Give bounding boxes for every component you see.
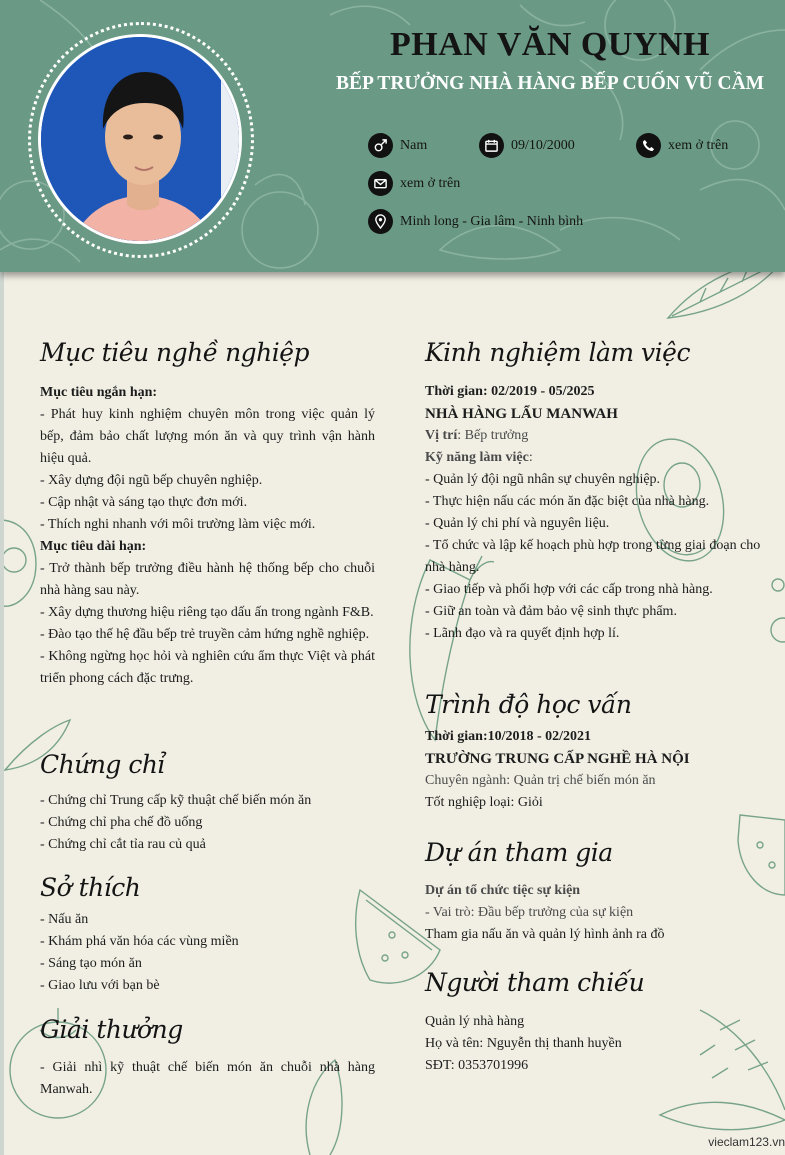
awards-heading: Giải thưởng: [40, 1015, 183, 1044]
position-label: Vị trí: [425, 428, 458, 443]
avatar-portrait-illustration: [41, 37, 242, 244]
address-info: [368, 209, 583, 234]
reference-section: [425, 1011, 765, 1077]
project-name: Dự án tổ chức tiệc sự kiện: [425, 883, 581, 898]
phone-icon: [636, 133, 661, 158]
short-term-item: - Cập nhật và sáng tạo thực đơn mới.: [40, 495, 248, 510]
short-term-item: - Xây dựng đội ngũ bếp chuyên nghiệp.: [40, 473, 263, 488]
projects-section: [425, 880, 765, 946]
email-icon: [368, 171, 393, 196]
project-role: - Vai trò: Đầu bếp trưởng của sự kiện: [425, 905, 634, 920]
calendar-icon: [479, 133, 504, 158]
long-term-label: Mục tiêu dài hạn:: [40, 539, 147, 554]
education-major: Chuyên ngành: Quản trị chế biến món ăn: [425, 773, 656, 788]
skill-item: - Giao tiếp và phối hợp với các cấp trong nhà hàng.: [425, 582, 713, 597]
long-term-item: - Xây dựng thương hiệu riêng tạo dấu ấn trong ngành F&B.: [40, 605, 374, 620]
long-term-item: - Trở thành bếp trưởng điều hành hệ thống bếp cho chuỗi nhà hàng sau này.: [40, 561, 375, 598]
certificates-heading: Chứng chỉ: [40, 750, 165, 779]
career-goals-heading: Mục tiêu nghề nghiệp: [40, 338, 310, 367]
awards-section: [40, 1057, 375, 1101]
hobbies-heading: Sở thích: [40, 873, 141, 902]
phone-info: [636, 133, 728, 158]
skill-item: - Giữ an toàn và đảm bảo vệ sinh thực phẩm.: [425, 604, 677, 619]
skills-label-colon: :: [528, 450, 533, 465]
hobby-item: - Nấu ăn: [40, 912, 89, 927]
skill-item: - Tổ chức và lập kế hoạch phù hợp trong từng giai đoạn cho nhà hàng.: [425, 538, 761, 575]
hobby-item: - Sáng tạo món ăn: [40, 956, 142, 971]
long-term-item: - Đào tạo thế hệ đầu bếp trẻ truyền cảm hứng nghề nghiệp.: [40, 627, 370, 642]
career-goals-section: [40, 382, 375, 690]
gender-value: Nam: [400, 137, 428, 153]
education-section: [425, 726, 765, 814]
gender-icon: [368, 133, 393, 158]
short-term-item: - Thích nghi nhanh với môi trường làm việc mới.: [40, 517, 316, 532]
skill-item: - Thực hiện nấu các món ăn đặc biệt của nhà hàng.: [425, 494, 710, 509]
job-title: BẾP TRƯỞNG NHÀ HÀNG BẾP CUỐN VŨ CẦM: [335, 73, 765, 94]
hobbies-section: [40, 909, 375, 997]
certificate-item: - Chứng chỉ pha chế đồ uống: [40, 815, 203, 830]
skills-label: Kỹ năng làm việc: [425, 450, 529, 465]
certificate-item: - Chứng chỉ Trung cấp kỹ thuật chế biến món ăn: [40, 793, 312, 808]
gender-info: [368, 133, 427, 158]
education-grade: Tốt nghiệp loại: Giỏi: [425, 795, 543, 810]
email-info: [368, 171, 460, 196]
education-school: TRƯỜNG TRUNG CẤP NGHỀ HÀ NỘI: [425, 751, 690, 767]
experience-heading: Kinh nghiệm làm việc: [425, 338, 690, 367]
watermark: vieclam123.vn: [708, 1135, 785, 1149]
avatar: [38, 34, 242, 244]
award-item: - Giải nhì kỹ thuật chế biến món ăn chuỗi nhà hàng Manwah.: [40, 1060, 375, 1097]
experience-time: Thời gian: 02/2019 - 05/2025: [425, 384, 595, 399]
left-edge-strip: [0, 272, 4, 1155]
certificate-item: - Chứng chỉ cắt tỉa rau củ quả: [40, 837, 206, 852]
address-value: Minh long - Gia lâm - Ninh bình: [400, 213, 584, 229]
project-description: Tham gia nấu ăn và quản lý hình ảnh ra đồ: [425, 927, 665, 942]
person-name: PHAN VĂN QUYNH: [390, 26, 710, 63]
skill-item: - Quản lý đội ngũ nhân sự chuyên nghiệp.: [425, 472, 661, 487]
position-value: : Bếp trưởng: [457, 428, 529, 443]
reference-line: Họ và tên: Nguyễn thị thanh huyền: [425, 1036, 622, 1051]
birthday-value: 09/10/2000: [511, 137, 575, 153]
hobby-item: - Giao lưu với bạn bè: [40, 978, 160, 993]
hobby-item: - Khám phá văn hóa các vùng miền: [40, 934, 239, 949]
experience-company: NHÀ HÀNG LẨU MANWAH: [425, 406, 618, 422]
reference-heading: Người tham chiếu: [425, 968, 645, 997]
phone-value[interactable]: xem ở trên: [668, 137, 729, 153]
certificates-section: [40, 790, 375, 856]
profile-header: [0, 0, 785, 272]
location-pin-icon: [368, 209, 393, 234]
education-heading: Trình độ học vấn: [425, 690, 632, 719]
skill-item: - Lãnh đạo và ra quyết định hợp lí.: [425, 626, 620, 641]
projects-heading: Dự án tham gia: [425, 838, 613, 867]
short-term-label: Mục tiêu ngắn hạn:: [40, 385, 158, 400]
education-time: Thời gian:10/2018 - 02/2021: [425, 729, 592, 744]
birthday-info: [479, 133, 575, 158]
long-term-item: - Không ngừng học hỏi và nghiên cứu ẩm thực Việt và phát triển phong cách đặc trưng.: [40, 649, 375, 686]
reference-line: Quản lý nhà hàng: [425, 1014, 525, 1029]
email-value[interactable]: xem ở trên: [400, 175, 461, 191]
short-term-item: - Phát huy kinh nghiệm chuyên môn trong việc quản lý bếp, đảm bảo chất lượng món ăn và quy trình vận hành hiệu quả.: [40, 407, 375, 466]
reference-line: SĐT: 0353701996: [425, 1058, 529, 1073]
experience-section: [425, 381, 765, 645]
skill-item: - Quản lý chi phí và nguyên liệu.: [425, 516, 610, 531]
